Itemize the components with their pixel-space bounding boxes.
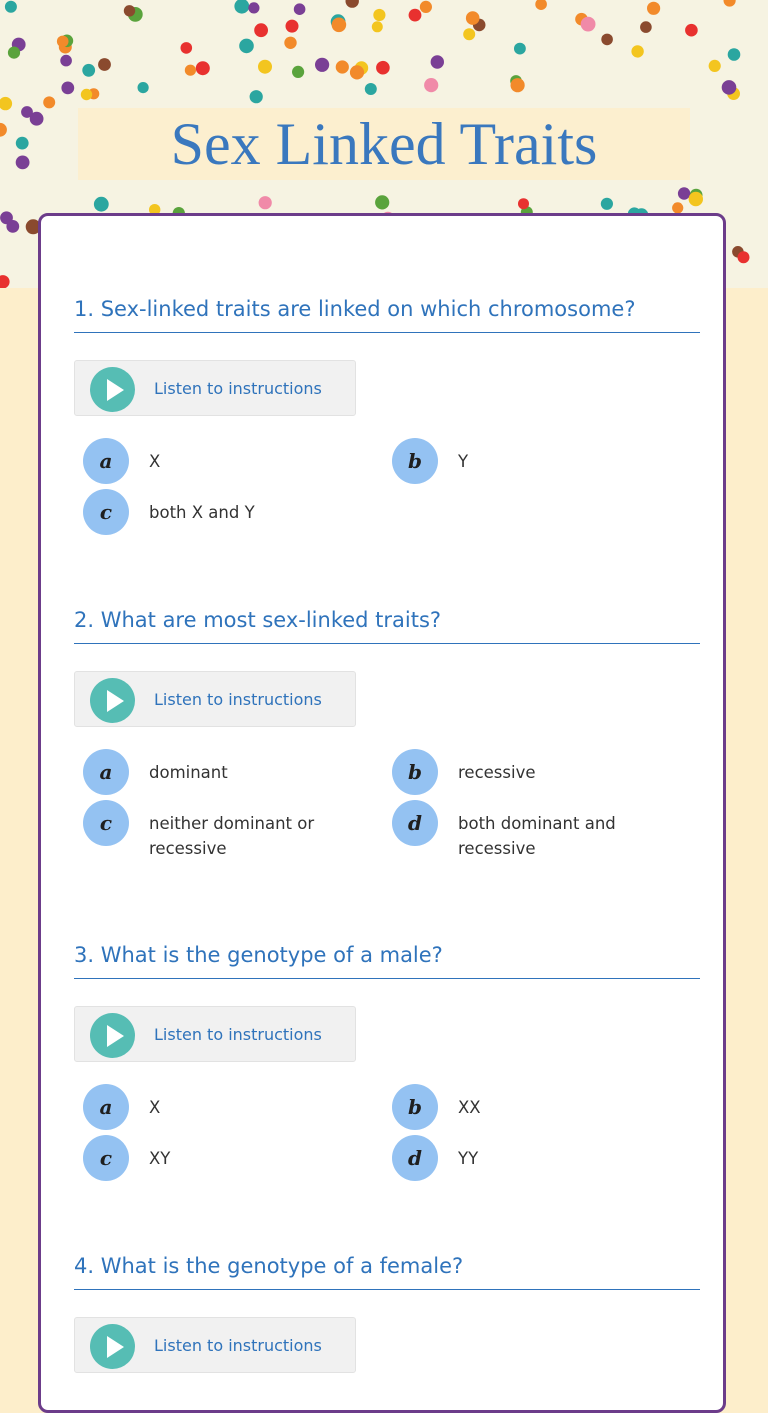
page-title: Sex Linked Traits — [170, 111, 598, 177]
listen-label: Listen to instructions — [154, 1336, 322, 1355]
option-text: both X and Y — [149, 503, 255, 522]
option-text: both dominant and recessive — [458, 814, 616, 858]
option-text: X — [149, 452, 161, 471]
option-letter-bubble: c — [83, 489, 129, 535]
play-icon — [90, 678, 135, 723]
option-letter-bubble: a — [83, 438, 129, 484]
option-text: YY — [458, 1149, 479, 1168]
option-letter-bubble: c — [83, 800, 129, 846]
listen-instructions-button[interactable] — [74, 360, 356, 416]
option-letter-bubble: a — [83, 1084, 129, 1130]
question-1 — [74, 296, 700, 524]
listen-instructions-button[interactable] — [74, 1317, 356, 1373]
question-4 — [74, 1253, 700, 1355]
option-text: XX — [458, 1098, 481, 1117]
listen-label: Listen to instructions — [154, 690, 322, 709]
play-icon — [90, 367, 135, 412]
question-3 — [74, 942, 700, 1170]
option-text: Y — [458, 452, 469, 471]
option-letter-bubble: b — [392, 1084, 438, 1130]
play-icon — [90, 1324, 135, 1369]
option-letter-bubble: a — [83, 749, 129, 795]
question-2 — [74, 607, 700, 858]
option-letter-bubble: d — [392, 800, 438, 846]
option-letter-bubble: c — [83, 1135, 129, 1181]
option-letter-bubble: b — [392, 749, 438, 795]
question-4-text: 4. What is the genotype of a female? — [74, 1253, 700, 1290]
listen-label: Listen to instructions — [154, 1025, 322, 1044]
listen-instructions-button[interactable] — [74, 1006, 356, 1062]
option-text: neither dominant or recessive — [149, 814, 315, 858]
play-icon — [90, 1013, 135, 1058]
listen-instructions-button[interactable] — [74, 671, 356, 727]
option-text: recessive — [458, 763, 536, 782]
question-1-text: 1. Sex-linked traits are linked on which chromosome? — [74, 296, 700, 333]
question-3-text: 3. What is the genotype of a male? — [74, 942, 700, 979]
option-letter-bubble: b — [392, 438, 438, 484]
listen-label: Listen to instructions — [154, 379, 322, 398]
question-2-text: 2. What are most sex-linked traits? — [74, 607, 700, 644]
option-letter-bubble: d — [392, 1135, 438, 1181]
option-text: dominant — [149, 763, 228, 782]
option-text: X — [149, 1098, 161, 1117]
worksheet-card — [38, 213, 726, 1413]
option-text: XY — [149, 1149, 171, 1168]
